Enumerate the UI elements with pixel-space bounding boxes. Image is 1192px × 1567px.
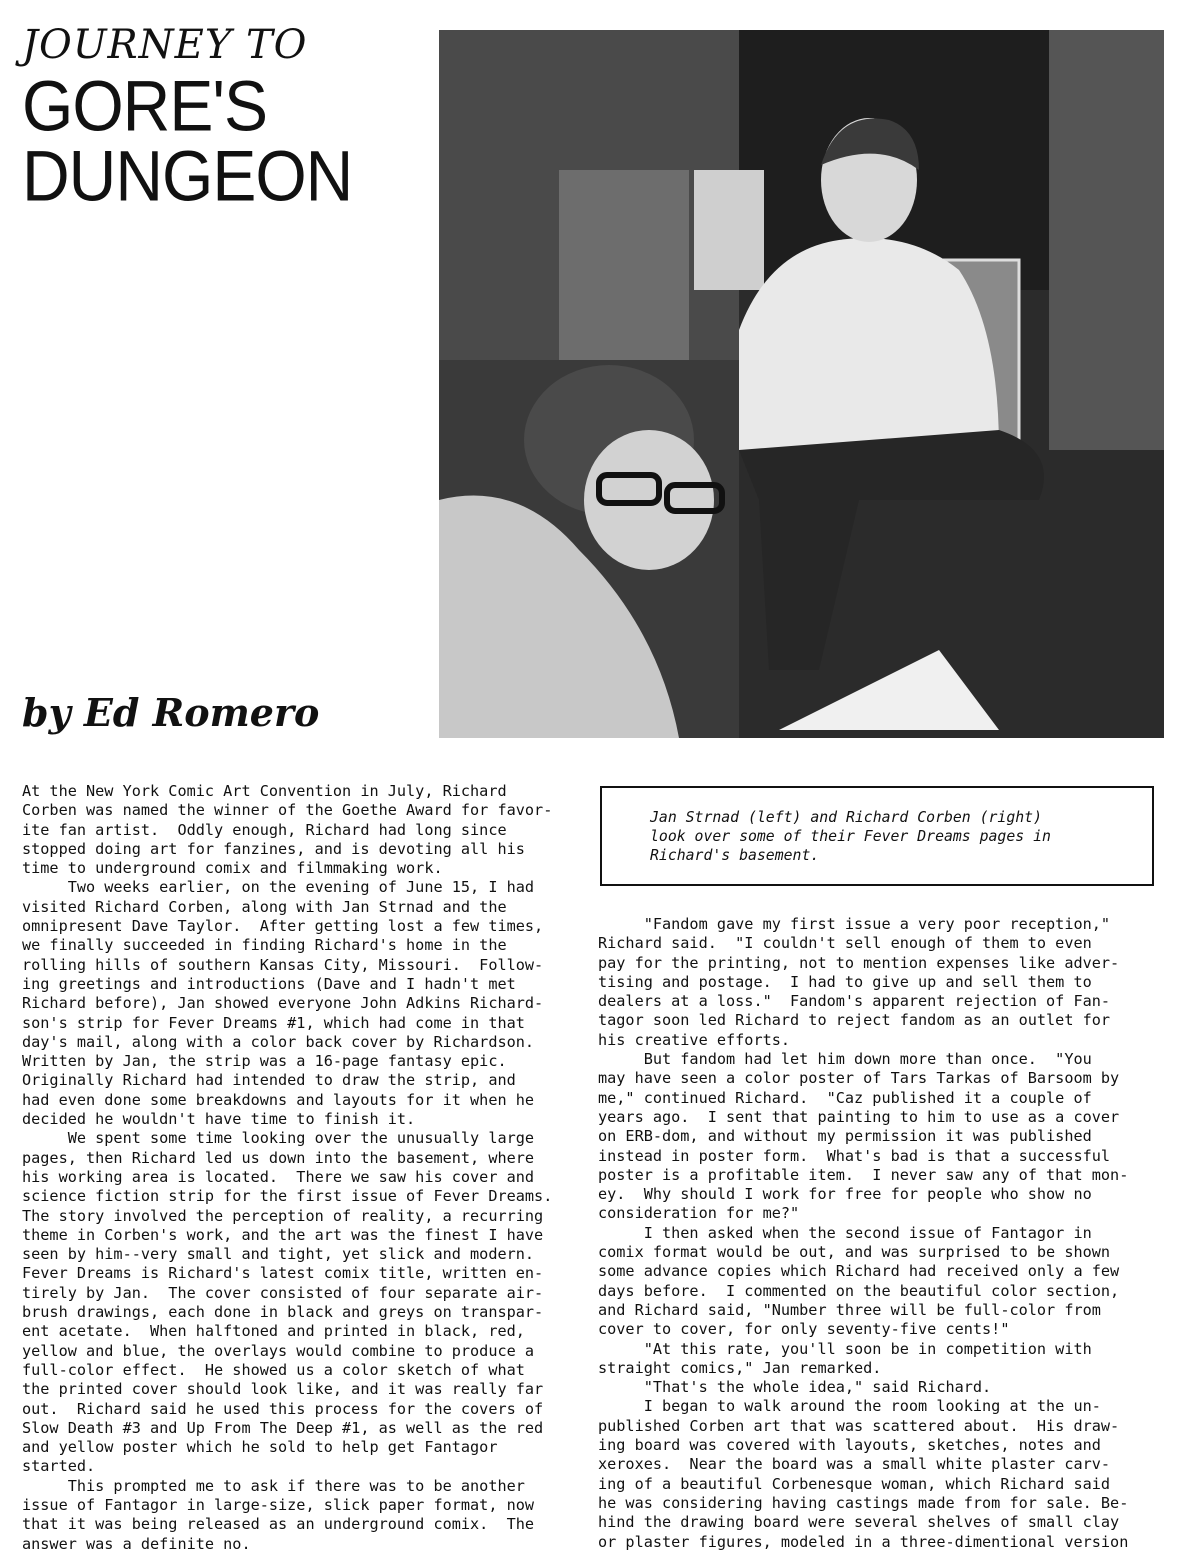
article-byline: by Ed Romero <box>22 690 320 735</box>
photo-illustration <box>439 30 1164 738</box>
title-line-journey: JOURNEY TO <box>22 22 308 68</box>
article-body-right-column: "Fandom gave my first issue a very poor reception," Richard said. "I couldn't sell enough of them to even pay for the printing, not to mention expenses like adver- tising and postage. I had to give up and sell them to dealers at a loss." Fandom's apparent rejection of Fan- tagor soon led Richard to reject fandom as an outlet for his creative efforts. But fandom had let him down more than once. "You may have seen a color poster of Tars Tarkas of Barsoom by me," continued Richard. "Caz published it a couple of years ago. I sent that painting to him to use as a cover on ERB-dom, and without my permission it was published instead in poster form. What's bad is that a successful poster is a profitable item. I never saw any of that mon- ey. Why should I work for free for people who show no consideration for me?" I then asked when the second issue of Fantagor in comix format would be out, and was surprised to be shown some advance copies which Richard had received only a few days before. I commented on the beautiful color section, and Richard said, "Number three will be full-color from cover to cover, for only seventy-five cents!" "At this rate, you'll soon be in competition with straight comics," Jan remarked. "That's the whole idea," said Richard. I began to walk around the room looking at the un- published Corben art that was scattered about. His draw- ing board was covered with layouts, sketches, notes and xeroxes. Near the board was a small white plaster carv- ing of a beautiful Corbenesque woman, which Richard said he was considering having castings made from for sale. Be- hind the drawing board were several shelves of small clay or plaster figures, modeled in a three-dimentional version <box>598 915 1129 1551</box>
article-title <box>22 22 422 216</box>
title-line-gores: GORE'S <box>22 65 267 146</box>
photo-caption: Jan Strnad (left) and Richard Corben (right) look over some of their Fever Dreams pages in Richard's basement. <box>650 809 1051 864</box>
photo-caption-box <box>600 786 1154 886</box>
title-line-dungeon: DUNGEON <box>22 135 353 216</box>
article-photo <box>439 30 1164 738</box>
article-body-left-column: At the New York Comic Art Convention in July, Richard Corben was named the winner of the Goethe Award for favor- ite fan artist. Oddly enough, Richard had long since stopped doing art for fanzines, and is devoting all his time to underground comix and filmmaking work. Two weeks earlier, on the evening of June 15, I had visited Richard Corben, along with Jan Strnad and the omnipresent Dave Taylor. After getting lost a few times, we finally succeeded in finding Richard's home in the rolling hills of southern Kansas City, Missouri. Follow- ing greetings and introductions (Dave and I hadn't met Richard before), Jan showed everyone John Adkins Richard- son's strip for Fever Dreams #1, which had come in that day's mail, along with a color back cover by Richardson. Written by Jan, the strip was a 16-page fantasy epic. Originally Richard had intended to draw the strip, and had even done some breakdowns and layouts for it when he decided he wouldn't have time to finish it. We spent some time looking over the unusually large pages, then Richard led us down into the basement, where his working area is located. There we saw his cover and science fiction strip for the first issue of Fever Dreams. The story involved the perception of reality, a recurring theme in Corben's work, and the art was the finest I have seen by him--very small and tight, yet slick and modern. Fever Dreams is Richard's latest comix title, written en- tirely by Jan. The cover consisted of four separate air- brush drawings, each done in black and greys on transpar- ent acetate. When halftoned and printed in black, red, yellow and blue, the overlays would combine to produce a full-color effect. He showed us a color sketch of what the printed cover should look like, and it was really far out. Richard said he used this process for the covers of Slow Death #3 and Up From The Deep #1, as well as the red and yellow poster which he sold to help get Fantagor started. This prompted me to ask if there was to be another issue of Fantagor in large-size, slick paper format, now that it was being released as an underground comix. The answer was a definite no. <box>22 782 553 1553</box>
